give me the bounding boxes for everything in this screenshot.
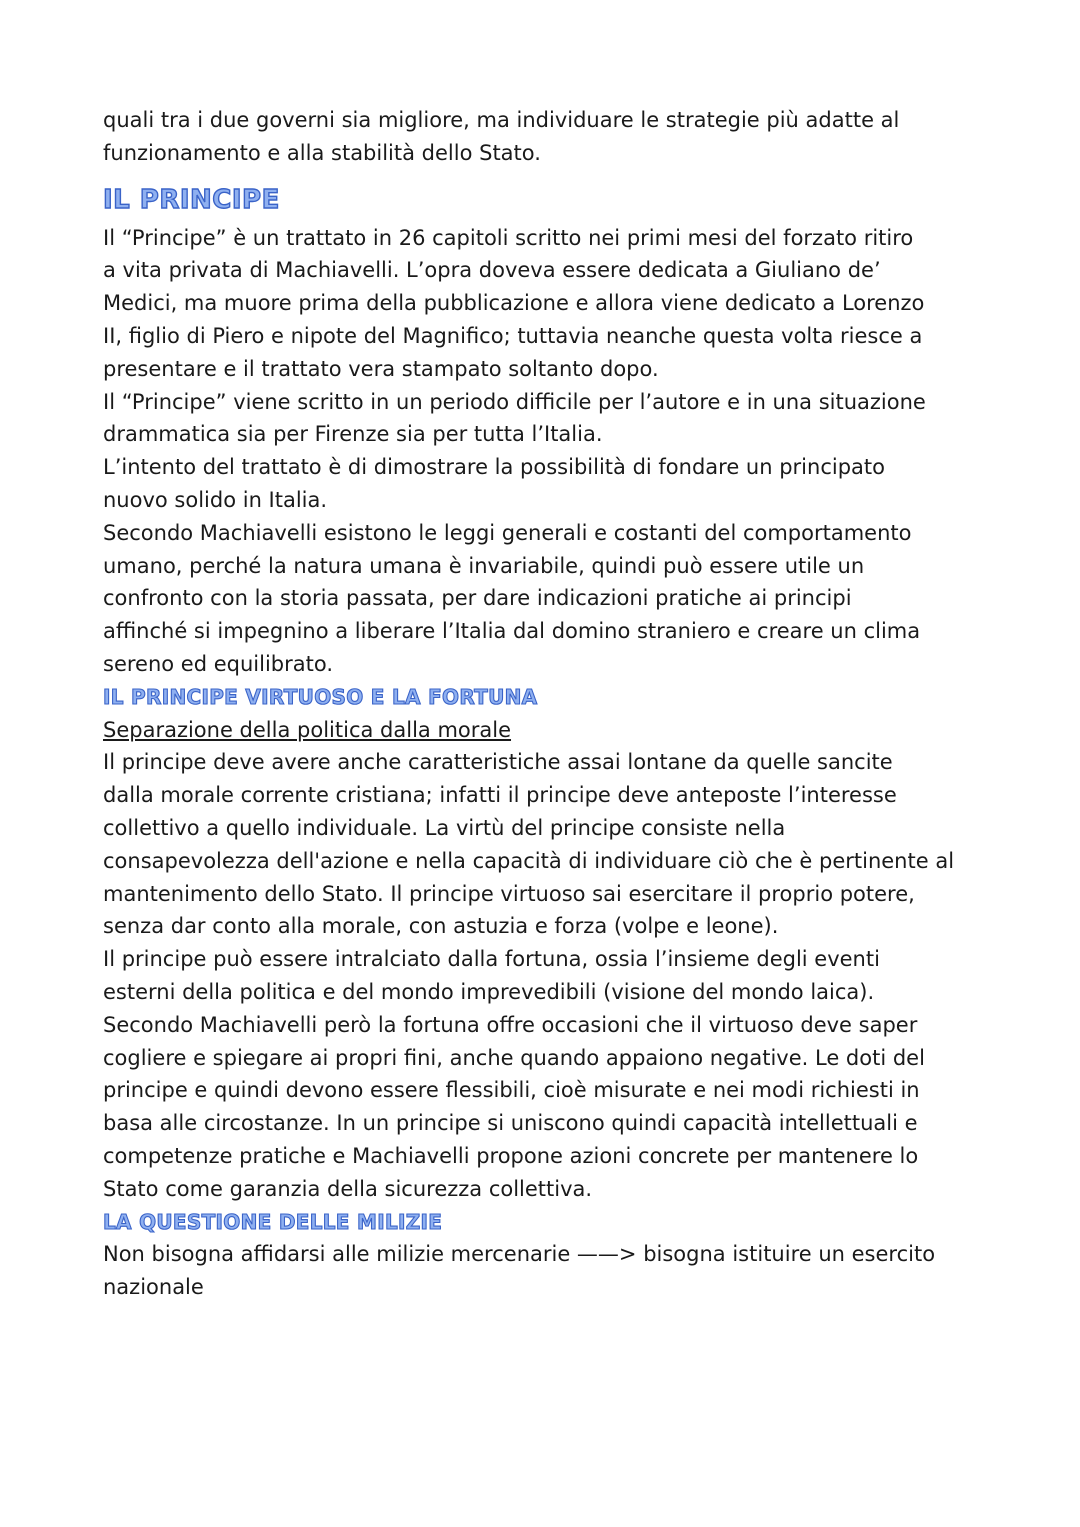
heading-il-principe: IL PRINCIPE (103, 184, 280, 215)
heading-questione-milizie: LA QUESTIONE DELLE MILIZIE (103, 1209, 443, 1234)
document-page (103, 104, 993, 1304)
heading-principe-virtuoso: IL PRINCIPE VIRTUOSO E LA FORTUNA (103, 684, 538, 709)
subheading-separazione: Separazione della politica dalla morale (103, 717, 512, 742)
intro-paragraph: quali tra i due governi sia migliore, ma individuare le strategie più adatte al funzionamento e alla stabilità dello Stato. (103, 108, 900, 165)
principe-body: Il “Principe” è un trattato in 26 capitoli scritto nei primi mesi del forzato ritiro a vita privata di Machiavelli. L’opra doveva essere dedicata a Giuliano de’ Medici, ma muore prima della pubblicazione e allora viene dedicato a Lorenzo II, figlio di Piero e nipote del Magnifico; tuttavia neanche questa volta riesce a presentare e il trattato vera stampato soltanto dopo. Il “Principe” viene scritto in un periodo difficile per l’autore e in una situazione drammatica sia per Firenze sia per tutta l’Italia. L’intento del trattato è di dimostrare la possibilità di fondare un principato nuovo solido in Italia. Secondo Machiavelli esistono le leggi generali e costanti del comportamento umano, perché la natura umana è invariabile, quindi può essere utile un confronto con la storia passata, per dare indicazioni pratiche ai principi affinché si impegnino a liberare l’Italia dal domino straniero e creare un clima sereno ed equilibrato. (103, 225, 926, 676)
virtuoso-body: Il principe deve avere anche caratteristiche assai lontane da quelle sancite dalla morale corrente cristiana; infatti il principe deve anteposte l’interesse collettivo a quello individuale. La virtù del principe consiste nella consapevolezza dell'azione e nella capacità di individuare ciò che è pertinente al mantenimento dello Stato. Il principe virtuoso sai esercitare il proprio potere, senza dar conto alla morale, con astuzia e forza (volpe e leone). Il principe può essere intralciato dalla fortuna, ossia l’insieme degli eventi esterni della politica e del mondo imprevedibili (visione del mondo laica). Secondo Machiavelli però la fortuna offre occasioni che il virtuoso deve saper cogliere e spiegare ai propri fini, anche quando appaiono negative. Le doti del principe e quindi devono essere flessibili, cioè misurate e nei modi richiesti in basa alle circostanze. In un principe si uniscono quindi capacità intellettuali e competenze pratiche e Machiavelli propone azioni concrete per mantenere lo Stato come garanzia della sicurezza collettiva. (103, 750, 955, 1201)
milizie-body: Non bisogna affidarsi alle milizie mercenarie ——> bisogna istituire un esercito nazionale (103, 1242, 936, 1300)
